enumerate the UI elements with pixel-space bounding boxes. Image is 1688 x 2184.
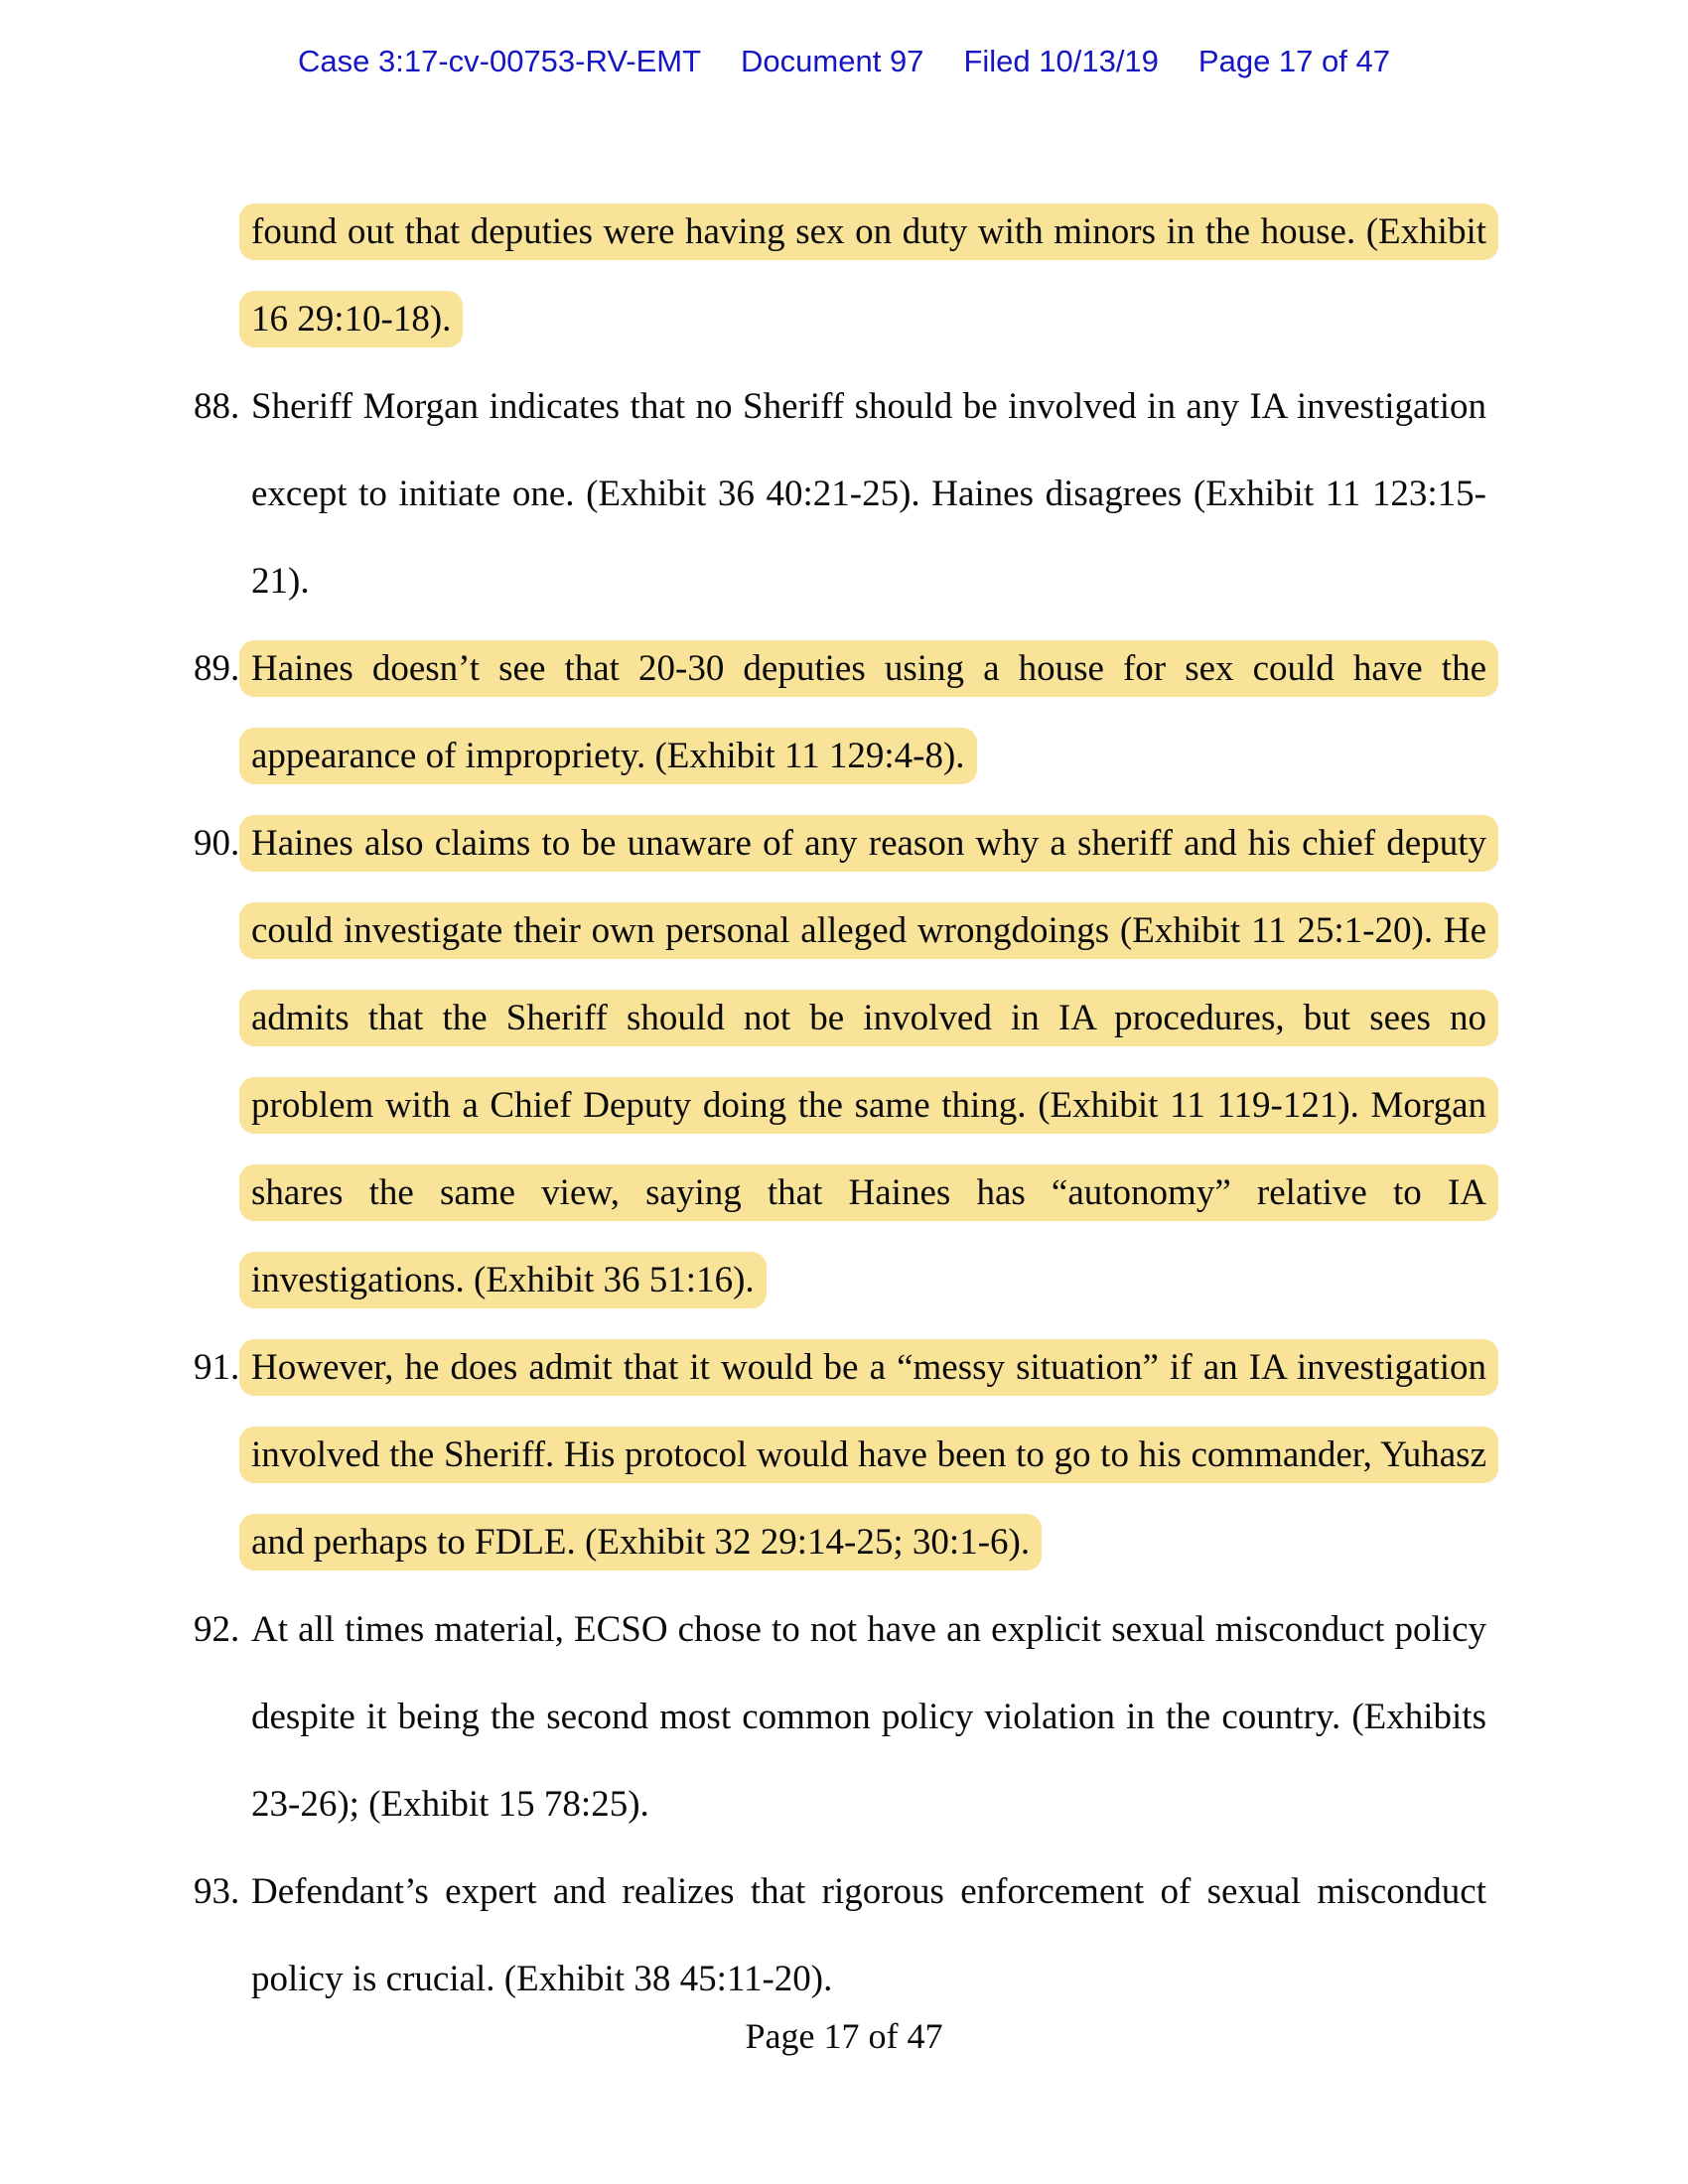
paragraph-number: 89.: [194, 648, 240, 689]
paragraph-90: [194, 800, 1486, 1324]
footer-page-number: Page 17 of 47: [745, 2016, 943, 2056]
filed-date: Filed 10/13/19: [963, 44, 1159, 78]
paragraph-text: Haines doesn’t see that 20-30 deputies using a house for sex could have the appearance of impropriety. (Exhibit 11 129:4-8).: [239, 640, 1498, 784]
paragraph-91: [194, 1324, 1486, 1586]
paragraph-92: [194, 1586, 1486, 1848]
paragraph-continuation: [251, 189, 1486, 363]
paragraph-text: Haines also claims to be unaware of any reason why a sheriff and his chief deputy could investigate their own personal alleged wrongdoings (Exhibit 11 25:1-20). He admits that the Sheriff should not be involved in IA procedures, but sees no problem with a Chief Deputy doing the same thing. (Exhibit 11 119-121). Morgan shares the same view, saying that Haines has “autonomy” relative to IA investigations. (Exhibit 36 51:16).: [239, 815, 1498, 1308]
paragraph-88: [194, 363, 1486, 625]
paragraph-text: Sheriff Morgan indicates that no Sheriff should be involved in any IA investigation except to initiate one. (Exhibit 36 40:21-25). Haines disagrees (Exhibit 11 123:15-21).: [251, 386, 1486, 602]
paragraph-number: 90.: [194, 823, 240, 864]
pdf-stamp-header: [0, 44, 1688, 79]
case-caption: Case 3:17-cv-00753-RV-EMT: [298, 44, 702, 78]
paragraph-text: found out that deputies were having sex on duty with minors in the house. (Exhibit 16 29:10-18).: [239, 204, 1498, 347]
paragraph-text: Defendant’s expert and realizes that rigorous enforcement of sexual misconduct policy is crucial. (Exhibit 38 45:11-20).: [251, 1871, 1486, 1999]
paragraph-number: 91.: [194, 1347, 240, 1388]
header-page-number: Page 17 of 47: [1197, 44, 1390, 78]
document-number: Document 97: [741, 44, 924, 78]
document-body: [194, 189, 1486, 2023]
paragraph-number: 93.: [194, 1871, 240, 1912]
paragraph-93: [194, 1848, 1486, 2023]
paragraph-89: [194, 625, 1486, 800]
paragraph-number: 88.: [194, 386, 240, 427]
paragraph-number: 92.: [194, 1609, 240, 1650]
paragraph-text: However, he does admit that it would be a “messy situation” if an IA investigation involved the Sheriff. His protocol would have been to go to his commander, Yuhasz and perhaps to FDLE. (Exhibit 32 29:14-25; 30:1-6).: [239, 1339, 1498, 1570]
paragraph-text: At all times material, ECSO chose to not have an explicit sexual misconduct policy despite it being the second most common policy violation in the country. (Exhibits 23-26); (Exhibit 15 78:25).: [251, 1609, 1486, 1825]
